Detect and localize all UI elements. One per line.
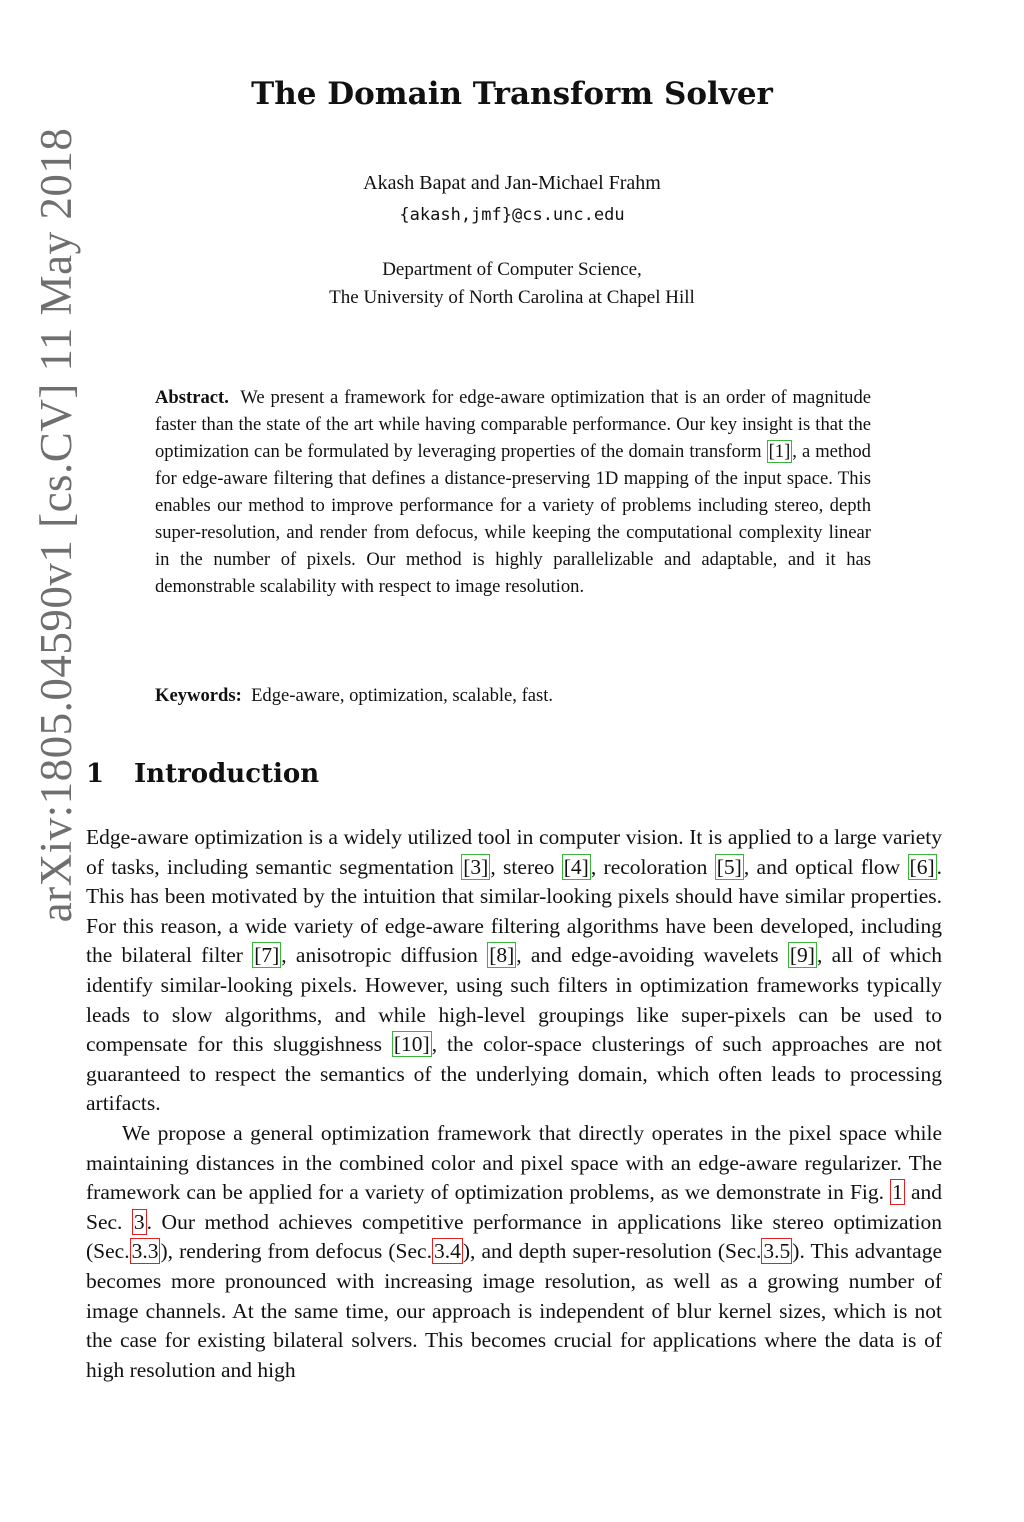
introduction-body bbox=[86, 823, 942, 1385]
section-link-3-3[interactable]: 3.3 bbox=[131, 1239, 159, 1264]
keywords-text: Edge-aware, optimization, scalable, fast. bbox=[251, 685, 554, 706]
arxiv-identifier: arXiv:1805.04590v1 [cs.CV] 11 May 2018 bbox=[31, 127, 81, 923]
text-span: , the color-space clusterings of such approaches are not guaranteed to respect the semantics of the underlying domain, which often leads to processing artifacts. bbox=[86, 1032, 942, 1116]
author-email: {akash,jmf}@cs.unc.edu bbox=[399, 205, 625, 225]
paragraph-1 bbox=[86, 823, 942, 1119]
citation-link-3[interactable]: [3] bbox=[463, 854, 489, 879]
text-span: . This has been motivated by the intuition that similar-looking pixels should have similar properties. For this reason, a wide variety of edge-aware filtering algorithms have been developed, including the bilateral filter bbox=[86, 854, 942, 968]
text-span: , anisotropic diffusion bbox=[281, 943, 488, 968]
paper-title: The Domain Transform Solver bbox=[251, 76, 773, 112]
text-span: , recoloration bbox=[590, 854, 715, 879]
citation-link-10[interactable]: [10] bbox=[393, 1032, 430, 1057]
section-title: Introduction bbox=[134, 759, 320, 789]
citation-link-9[interactable]: [9] bbox=[789, 943, 815, 968]
figure-link-1[interactable]: 1 bbox=[892, 1180, 903, 1205]
text-span: , all of which identify similar-looking pixels. However, using such filters in optimization frameworks typically leads to slow algorithms, and while high-level groupings like super-pixels can be used to compensate for this sluggishness bbox=[86, 943, 943, 1057]
section-link-3-5[interactable]: 3.5 bbox=[763, 1239, 791, 1264]
citation-link-4[interactable]: [4] bbox=[563, 854, 589, 879]
text-span: . Our method achieves competitive performance in applications like stereo optimization (Sec. bbox=[86, 1209, 942, 1264]
arxiv-sidebar bbox=[22, 60, 90, 990]
section-number: 1 bbox=[86, 759, 105, 789]
paragraph-2 bbox=[86, 1119, 942, 1385]
section-link-3[interactable]: 3 bbox=[133, 1209, 145, 1234]
text-span: ). This advantage becomes more pronounced with increasing image resolution, as well as a growing number of image channels. At the same time, our approach is independent of blur kernel sizes, which is not the case for existing bilateral solvers. This becomes crucial for applications where the data is of high resolution and high bbox=[86, 1239, 942, 1382]
author-list: Akash Bapat and Jan-Michael Frahm bbox=[363, 172, 661, 194]
affiliation-line-2: The University of North Carolina at Chapel Hill bbox=[329, 287, 695, 308]
keywords-label: Keywords: bbox=[155, 685, 242, 706]
citation-link-7[interactable]: [7] bbox=[254, 943, 280, 968]
citation-link-6[interactable]: [6] bbox=[909, 854, 935, 879]
text-span: , and edge-avoiding wavelets bbox=[516, 943, 788, 968]
affiliation bbox=[0, 256, 1024, 312]
abstract bbox=[155, 384, 871, 600]
citation-link-5[interactable]: [5] bbox=[716, 854, 742, 879]
section-link-3-4[interactable]: 3.4 bbox=[433, 1239, 461, 1264]
text-span: , stereo bbox=[490, 854, 562, 879]
citation-link-1[interactable]: [1] bbox=[768, 441, 791, 462]
text-span: We propose a general optimization framework that directly operates in the pixel space while maintaining distances in the combined color and pixel space with an edge-aware regularizer. The framework can be applied for a variety of optimization problems, as we demonstrate in Fig. bbox=[86, 1120, 942, 1205]
text-span: ), and depth super-resolution (Sec. bbox=[462, 1239, 762, 1264]
text-span: and Sec. bbox=[86, 1180, 943, 1234]
abstract-text-a: We present a framework for edge-aware optimization that is an order of magnitude faster than the state of the art while having comparable performance. Our key insight is that the optimization can be formulated by leveraging properties of the domain transform bbox=[155, 387, 871, 462]
section-heading-introduction bbox=[86, 759, 319, 789]
text-span: Edge-aware optimization is a widely utilized tool in computer vision. It is applied to a large variety of tasks, including semantic segmentation bbox=[86, 825, 942, 879]
text-span: ), rendering from defocus (Sec. bbox=[160, 1239, 432, 1264]
text-span: , and optical flow bbox=[743, 854, 908, 879]
affiliation-line-1: Department of Computer Science, bbox=[382, 259, 642, 280]
citation-link-8[interactable]: [8] bbox=[489, 943, 515, 968]
keywords bbox=[155, 682, 871, 709]
abstract-text-b: , a method for edge-aware filtering that defines a distance-preserving 1D mapping of the input space. This enables our method to improve performance for a variety of problems including stereo, depth super-resolution, and render from defocus, while keeping the computational complexity linear in the number of pixels. Our method is highly parallelizable and adaptable, and it has demonstrable scalability with respect to image resolution. bbox=[155, 441, 871, 597]
abstract-label: Abstract. bbox=[155, 387, 229, 408]
